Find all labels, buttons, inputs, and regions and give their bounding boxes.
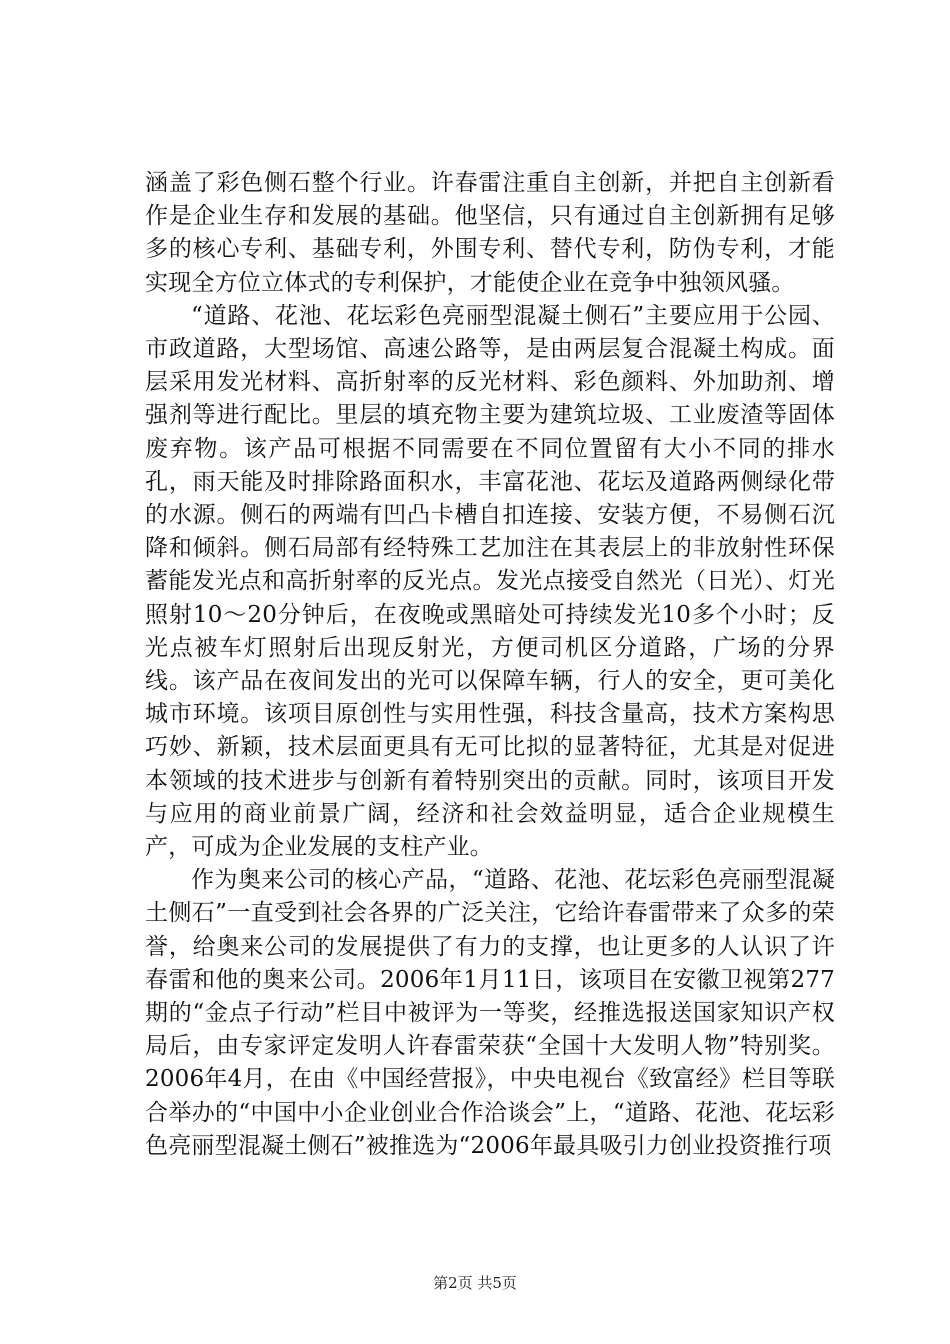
paragraph-3: 作为奥来公司的核心产品，“道路、花池、花坛彩色亮丽型混凝土侧石”一直受到社会各界的广泛关注，它给许春雷带来了众多的荣誉，给奥来公司的发展提供了有力的支撑，也让更多的人认识了许春雷和他的奥来公司。2006年1月11日，该项目在安徽卫视第277期的“金点子行动”栏目中被评为一等奖，经推选报送国家知识产权局后，由专家评定发明人许春雷荣获“全国十大发明人物”特别奖。2006年4月，在由《中国经营报》，中央电视台《致富经》栏目等联合举办的“中国中小企业创业合作洽谈会”上，“道路、花池、花坛彩色亮丽型混凝土侧石”被推选为“2006年最具吸引力创业投资推行项 — [145, 867, 835, 1159]
paragraph-1: 涵盖了彩色侧石整个行业。许春雷注重自主创新，并把自主创新看作是企业生存和发展的基础。他坚信，只有通过自主创新拥有足够多的核心专利、基础专利，外围专利、替代专利，防伪专利，才能实现全方位立体式的专利保护，才能使企业在竞争中独领风骚。 — [145, 170, 835, 296]
document-body — [145, 167, 835, 1163]
page-number-footer: 第2页 共5页 — [433, 1274, 517, 1292]
paragraph-2: “道路、花池、花坛彩色亮丽型混凝土侧石”主要应用于公园、市政道路，大型场馆、高速公路等，是由两层复合混凝土构成。面层采用发光材料、高折射率的反光材料、彩色颜料、外加助剂、增强剂等进行配比。里层的填充物主要为建筑垃圾、工业废渣等固体废弃物。该产品可根据不同需要在不同位置留有大小不同的排水孔，雨天能及时排除路面积水，丰富花池、花坛及道路两侧绿化带的水源。侧石的两端有凹凸卡槽自扣连接、安装方便，不易侧石沉降和倾斜。侧石局部有经特殊工艺加注在其表层上的非放射性环保蓄能发光点和高折射率的反光点。发光点接受自然光（日光）、灯光照射10～20分钟后，在夜晚或黑暗处可持续发光10多个小时；反光点被车灯照射后出现反射光，方便司机区分道路，广场的分界线。该产品在夜间发出的光可以保障车辆，行人的安全，更可美化城市环境。该项目原创性与实用性强，科技含量高，技术方案构思巧妙、新颖，技术层面更具有无可比拟的显著特征，尤其是对促进本领域的技术进步与创新有着特别突出的贡献。同时，该项目开发与应用的商业前景广阔，经济和社会效益明显，适合企业规模生产，可成为企业发展的支柱产业。 — [145, 302, 835, 861]
